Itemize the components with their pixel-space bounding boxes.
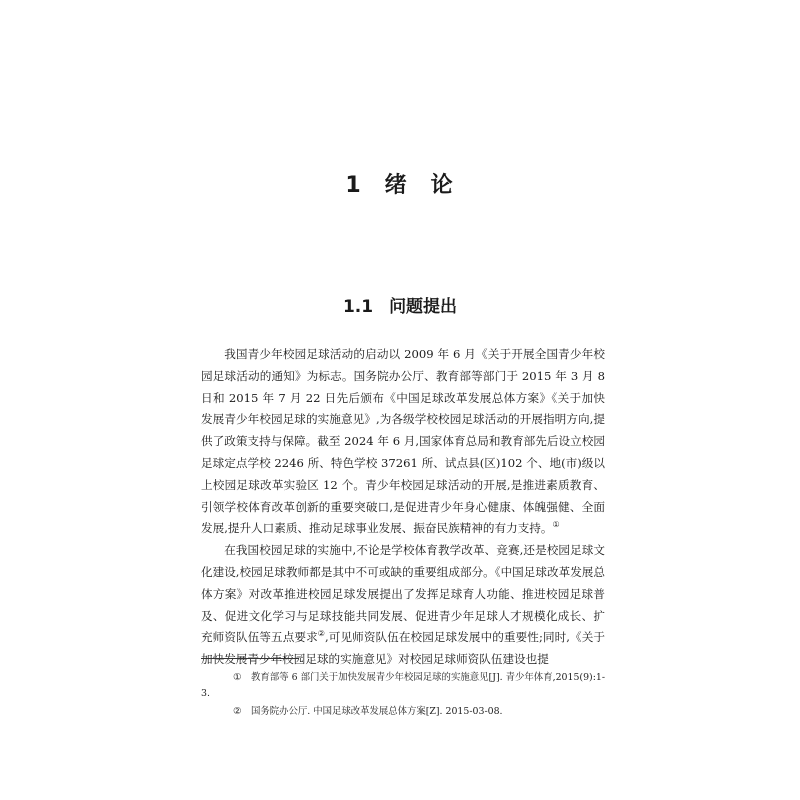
footnote-ref-1[interactable]: ① [552,520,560,530]
footnote-ref-2[interactable]: ② [317,629,326,639]
paragraph-2 [201,540,605,671]
footnote-2 [201,704,605,720]
body-text [201,344,605,671]
footnote-divider [201,658,299,659]
chapter-title-char-2: 论 [430,173,455,198]
footnotes [201,670,605,722]
section-number: 1.1 [342,297,374,317]
footnote-2-text: 国务院办公厅. 中国足球改革发展总体方案[Z]. 2015-03-08. [251,706,503,717]
chapter-title [0,168,800,199]
paragraph-1-text: 我国青少年校园足球活动的启动以 2009 年 6 月《关于开展全国青少年校园足球活动的通知》为标志。国务院办公厅、教育部等部门于 2015 年 3 月 8 日和 2015 年 7 月 22 日先后颁布《中国足球改革发展总体方案》《关于加快发展青少年校园足球的实施意见》,为各级学校校园足球活动的开展指明方向,提供了政策支持与保障。截至 2024 年 6 月,国家体育总局和教育部先后设立校园足球定点学校 2246 所、特色学校 37261 所、试点县(区)102 个、地(市)级以上校园足球改革实验区 12 个。青少年校园足球活动的开展,是推进素质教育、引领学校体育改革创新的重要突破口,是促进青少年身心健康、体魄强健、全面发展,提升人口素质、推动足球事业发展、振奋民族精神的有力支持。 [201,347,605,536]
paragraph-1 [201,344,605,540]
footnote-1-text: 教育部等 6 部门关于加快发展青少年校园足球的实施意见[J]. 青少年体育,2015(9):1-3. [201,672,605,699]
footnote-2-mark: ② [233,706,242,717]
section-title-text: 问题提出 [389,297,458,317]
footnote-1-mark: ① [233,672,242,683]
paragraph-2-text-a: 在我国校园足球的实施中,不论是学校体育教学改革、竞赛,还是校园足球文化建设,校园足球教师都是其中不可或缺的重要组成部分。《中国足球改革发展总体方案》对改革推进校园足球发展提出了发挥足球育人功能、推进校园足球普及、促进文化学习与足球技能共同发展、促进青少年足球人才规模化成长、扩充师资队伍等五点要求 [201,543,605,645]
chapter-number: 1 [345,173,363,198]
footnote-1 [201,670,605,702]
chapter-title-char-1: 绪 [384,173,409,198]
section-title [0,292,800,317]
paragraph-2-text-b: ,可见师资队伍在校园足球发展中的重要性;同时,《关于加快发展青少年校园足球的实施意见》对校园足球师资队伍建设也提 [201,630,606,667]
